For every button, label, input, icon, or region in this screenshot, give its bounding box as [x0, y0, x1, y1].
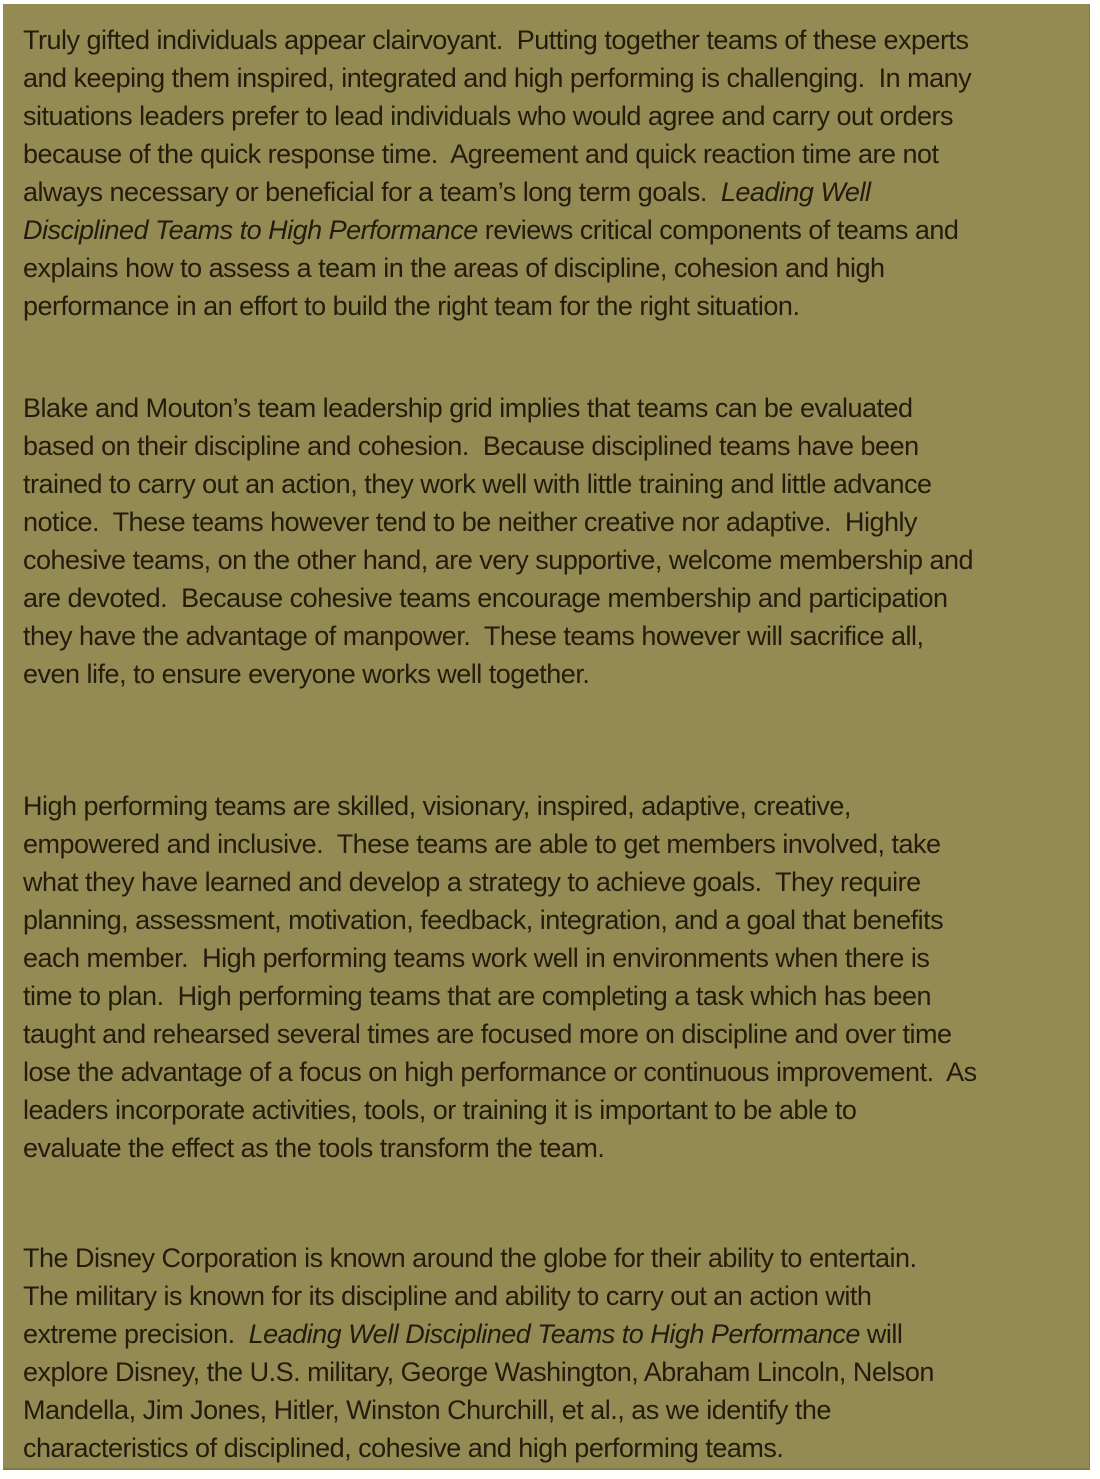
text-line [23, 21, 1069, 59]
text-run: The military is known for its discipline and ability to carry out an action with [23, 1281, 872, 1311]
text-run: what they have learned and develop a strategy to achieve goals. They require [23, 867, 921, 897]
text-line [23, 503, 1069, 541]
text-line [23, 97, 1069, 135]
text-line [23, 939, 1069, 977]
text-run: based on their discipline and cohesion. Because disciplined teams have been [23, 431, 919, 461]
text-run: situations leaders prefer to lead individuals who would agree and carry out orders [23, 101, 954, 131]
text-line [23, 1391, 1069, 1429]
text-line [23, 901, 1069, 939]
italic-text-run: Disciplined Teams to High Performance [23, 215, 478, 245]
text-line [23, 1053, 1069, 1091]
text-line [23, 59, 1069, 97]
text-line [23, 977, 1069, 1015]
text-run: always necessary or beneficial for a team’s long term goals. [23, 177, 721, 207]
text-run: time to plan. High performing teams that are completing a task which has been [23, 981, 931, 1011]
text-run: evaluate the effect as the tools transform the team. [23, 1133, 605, 1163]
text-line [23, 655, 1069, 693]
text-run: extreme precision. [23, 1319, 249, 1349]
text-run: Truly gifted individuals appear clairvoyant. Putting together teams of these experts [23, 25, 969, 55]
text-run: empowered and inclusive. These teams are able to get members involved, take [23, 829, 941, 859]
text-line [23, 579, 1069, 617]
text-line [23, 1091, 1069, 1129]
text-run: Mandella, Jim Jones, Hitler, Winston Churchill, et al., as we identify the [23, 1395, 831, 1425]
paragraph [23, 1239, 1069, 1467]
text-line [23, 1315, 1069, 1353]
text-line [23, 389, 1069, 427]
text-run: explains how to assess a team in the areas of discipline, cohesion and high [23, 253, 885, 283]
text-run: each member. High performing teams work well in environments when there is [23, 943, 930, 973]
text-run: cohesive teams, on the other hand, are very supportive, welcome membership and [23, 545, 974, 575]
text-line [23, 787, 1069, 825]
italic-text-run: Leading Well [720, 177, 871, 207]
text-run: notice. These teams however tend to be neither creative nor adaptive. Highly [23, 507, 918, 537]
text-run: The Disney Corporation is known around the globe for their ability to entertain. [23, 1243, 917, 1273]
text-run: trained to carry out an action, they work well with little training and little advance [23, 469, 932, 499]
text-run: performance in an effort to build the right team for the right situation. [23, 291, 800, 321]
text-line [23, 617, 1069, 655]
text-run: because of the quick response time. Agreement and quick reaction time are not [23, 139, 939, 169]
italic-text-run: Leading Well Disciplined Teams to High Performance [248, 1319, 860, 1349]
text-line [23, 173, 1069, 211]
text-run: reviews critical components of teams and [477, 215, 959, 245]
slide-text-panel [3, 4, 1090, 1470]
text-run: even life, to ensure everyone works well together. [23, 659, 590, 689]
text-line [23, 1239, 1069, 1277]
paragraph [23, 389, 1069, 693]
text-line [23, 863, 1069, 901]
text-run: planning, assessment, motivation, feedback, integration, and a goal that benefits [23, 905, 944, 935]
text-run: taught and rehearsed several times are focused more on discipline and over time [23, 1019, 952, 1049]
text-run: explore Disney, the U.S. military, George Washington, Abraham Lincoln, Nelson [23, 1357, 934, 1387]
text-run: will [859, 1319, 903, 1349]
paragraph [23, 787, 1069, 1167]
paragraph [23, 21, 1069, 325]
text-block [23, 21, 1069, 1467]
text-line [23, 465, 1069, 503]
text-line [23, 825, 1069, 863]
text-line [23, 541, 1069, 579]
text-run: Blake and Mouton’s team leadership grid implies that teams can be evaluated [23, 393, 913, 423]
text-line [23, 1277, 1069, 1315]
text-run: characteristics of disciplined, cohesive and high performing teams. [23, 1433, 784, 1463]
text-line [23, 1129, 1069, 1167]
text-line [23, 135, 1069, 173]
text-line [23, 287, 1069, 325]
text-line [23, 1015, 1069, 1053]
text-run: lose the advantage of a focus on high performance or continuous improvement. As [23, 1057, 977, 1087]
text-line [23, 211, 1069, 249]
text-line [23, 249, 1069, 287]
text-line [23, 1429, 1069, 1467]
text-run: are devoted. Because cohesive teams encourage membership and participation [23, 583, 948, 613]
text-line [23, 427, 1069, 465]
text-run: they have the advantage of manpower. These teams however will sacrifice all, [23, 621, 924, 651]
text-line [23, 1353, 1069, 1391]
text-run: High performing teams are skilled, visionary, inspired, adaptive, creative, [23, 791, 851, 821]
text-run: and keeping them inspired, integrated and high performing is challenging. In many [23, 63, 972, 93]
text-run: leaders incorporate activities, tools, or training it is important to be able to [23, 1095, 857, 1125]
